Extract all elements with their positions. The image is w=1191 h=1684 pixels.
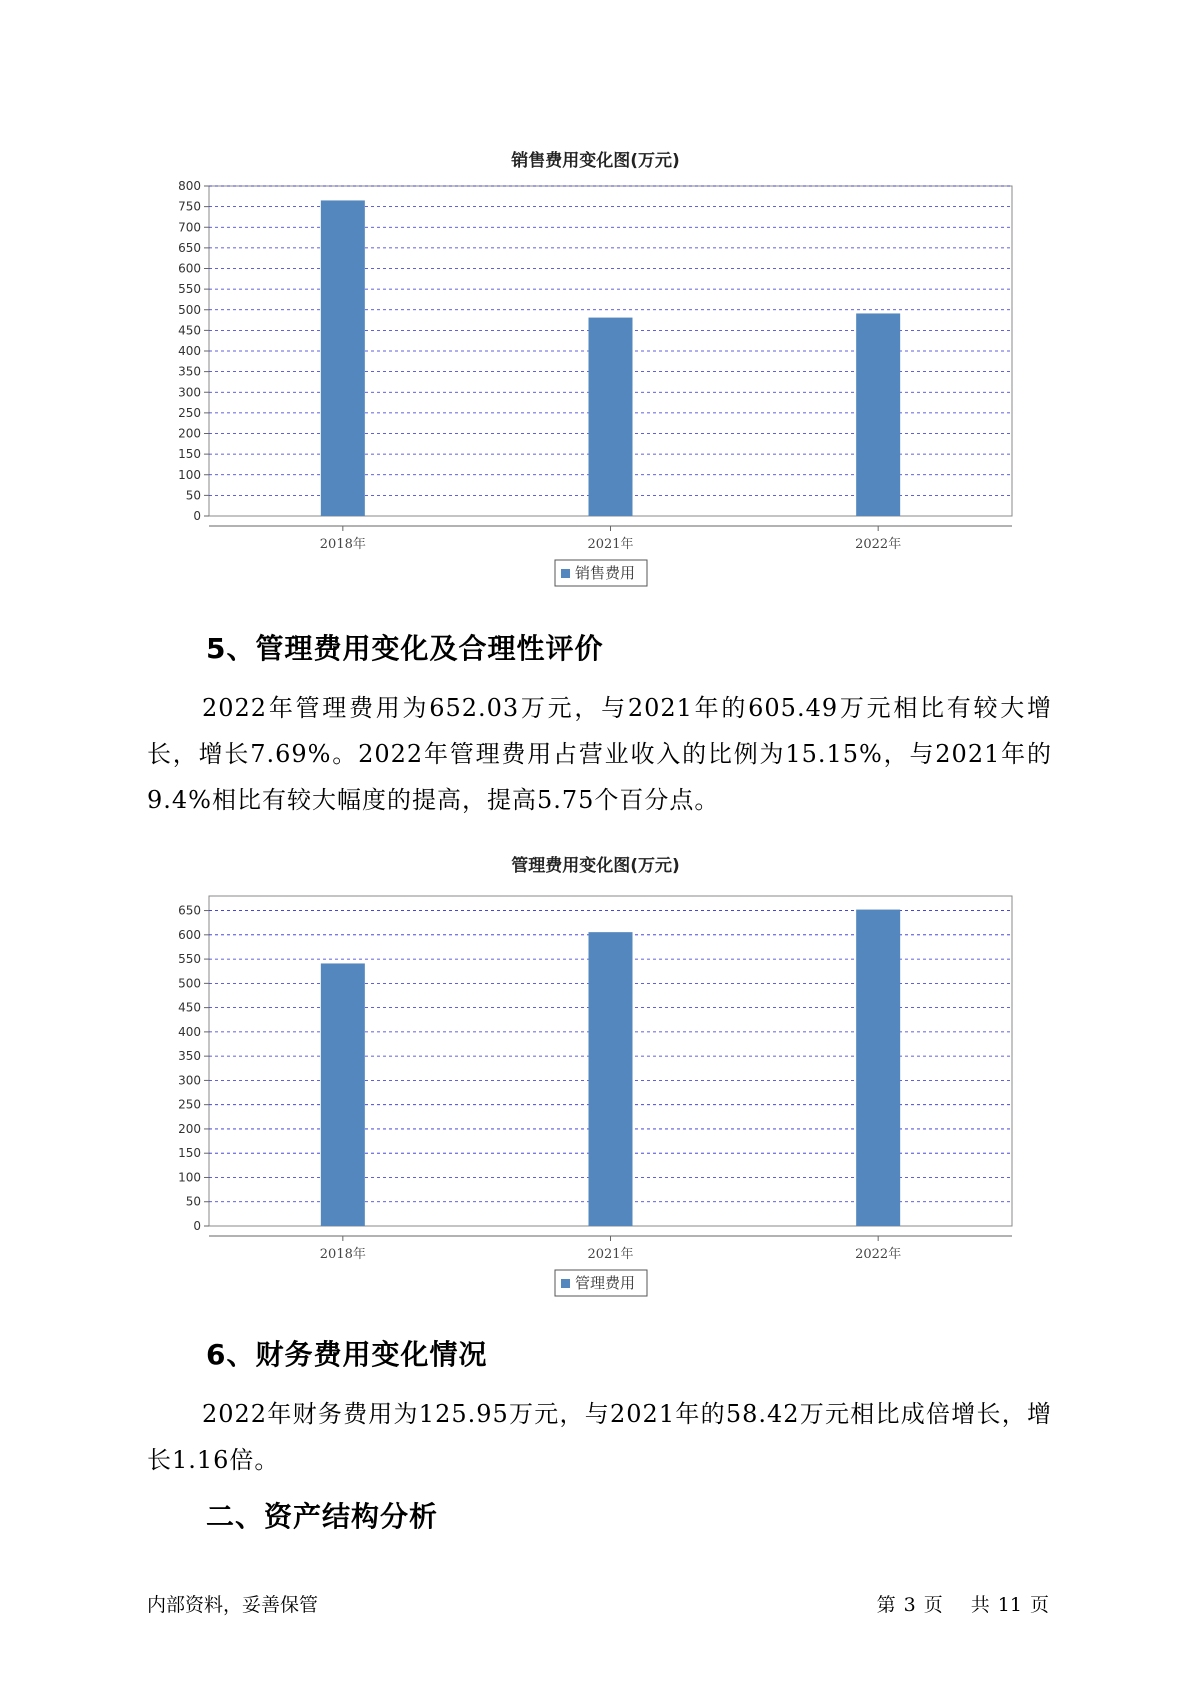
total-number: 11 [997, 1594, 1022, 1616]
x-tick-label: 2018年 [319, 1247, 366, 1262]
bar [856, 910, 900, 1226]
y-tick-label: 550 [178, 952, 201, 967]
y-tick-label: 450 [178, 323, 201, 338]
y-tick-label: 400 [178, 344, 201, 358]
y-tick-label: 50 [185, 1194, 201, 1209]
x-tick-label: 2021年 [587, 537, 634, 552]
y-tick-label: 800 [178, 179, 201, 193]
y-tick-label: 600 [178, 261, 201, 276]
total-prefix: 共 [970, 1594, 990, 1616]
y-tick-label: 450 [178, 1000, 201, 1015]
y-tick-label: 650 [178, 903, 201, 918]
total-unit: 页 [1029, 1594, 1049, 1616]
y-tick-label: 250 [178, 405, 201, 420]
x-tick-label: 2022年 [855, 1247, 902, 1262]
page-prefix: 第 [876, 1594, 896, 1616]
bar [321, 200, 365, 516]
bar [321, 963, 365, 1226]
y-tick-label: 250 [178, 1097, 201, 1112]
legend-label: 管理费用 [575, 1274, 636, 1292]
y-tick-label: 350 [178, 364, 201, 379]
bar [589, 932, 633, 1226]
y-tick-label: 750 [178, 199, 201, 214]
y-tick-label: 100 [178, 1170, 201, 1185]
y-tick-label: 100 [178, 467, 201, 482]
y-tick-label: 50 [185, 488, 201, 503]
y-tick-label: 650 [178, 240, 201, 255]
bar [589, 318, 633, 516]
chart1-title: 销售费用变化图(万元) [511, 151, 680, 171]
y-tick-label: 600 [178, 927, 201, 942]
section5-paragraph: 2022年管理费用为652.03万元，与2021年的605.49万元相比有较大增长，增长7.69%。2022年管理费用占营业收入的比例为15.15%，与2021年的9.4%相比有较大幅度的提高，提高5.75个百分点。 [147, 694, 1052, 814]
x-tick-label: 2022年 [855, 537, 902, 552]
legend-swatch [561, 1279, 570, 1288]
y-tick-label: 400 [178, 1024, 201, 1039]
y-tick-label: 500 [178, 976, 201, 991]
management-expense-chart [0, 880, 1191, 1300]
footer-confidential: 内部资料，妥善保管 [147, 1594, 319, 1616]
sales-expense-chart [0, 170, 1191, 590]
y-tick-label: 350 [178, 1049, 201, 1064]
y-tick-label: 150 [178, 447, 201, 462]
page-unit: 页 [923, 1594, 943, 1616]
y-tick-label: 200 [178, 1121, 201, 1136]
x-tick-label: 2021年 [587, 1247, 634, 1262]
chart2-title: 管理费用变化图(万元) [511, 856, 680, 876]
y-tick-label: 300 [178, 385, 201, 400]
bar [856, 313, 900, 516]
y-tick-label: 200 [178, 426, 201, 441]
legend-label: 销售费用 [575, 564, 636, 582]
section-two-heading: 二、资产结构分析 [206, 1500, 439, 1533]
y-tick-label: 150 [178, 1146, 201, 1161]
y-tick-label: 500 [178, 302, 201, 317]
section6-paragraph: 2022年财务费用为125.95万元，与2021年的58.42万元相比成倍增长，增长1.16倍。 [147, 1400, 1052, 1474]
footer-page-info [873, 1590, 1053, 1617]
y-tick-label: 300 [178, 1073, 201, 1088]
page-number: 3 [903, 1594, 916, 1616]
y-tick-label: 0 [193, 509, 201, 523]
section5-heading: 5、管理费用变化及合理性评价 [206, 632, 604, 665]
x-tick-label: 2018年 [319, 537, 366, 552]
y-tick-label: 0 [193, 1219, 201, 1233]
y-tick-label: 550 [178, 282, 201, 297]
legend-swatch [561, 569, 570, 578]
section6-heading: 6、财务费用变化情况 [206, 1338, 488, 1371]
y-tick-label: 700 [178, 220, 201, 235]
